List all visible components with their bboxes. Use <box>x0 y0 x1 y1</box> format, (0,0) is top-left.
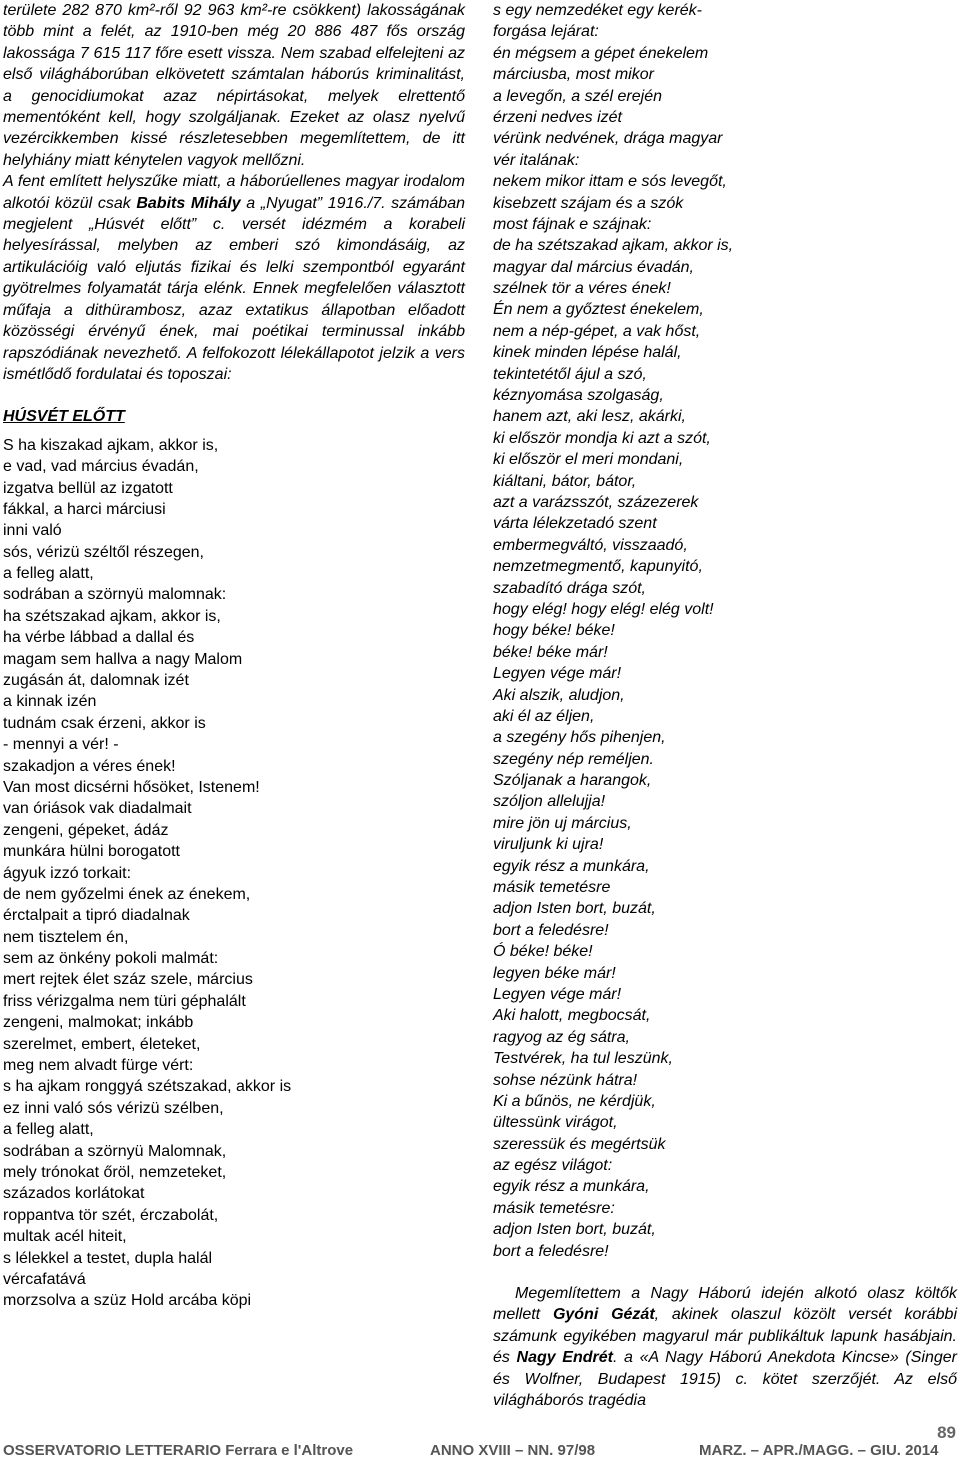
poem-line: Testvérek, ha tul leszünk, <box>493 1050 673 1068</box>
babits-text-a: A fent említett helyszűke miatt, a háborúellenes magyar irodalom alkotói közül csak <box>3 173 465 212</box>
poem-line: - mennyi a vér! - <box>3 736 119 754</box>
poem-left <box>3 435 465 1312</box>
poem-line: embermegváltó, visszaadó, <box>493 536 688 554</box>
poem-line: márciusba, most mikor <box>493 66 654 84</box>
right-column <box>493 0 957 1411</box>
gyoni-name: Gyóni Gézát <box>552 1306 655 1324</box>
poem-line: van óriások vak diadalmait <box>3 800 192 818</box>
poem-line: aki él az éljen, <box>493 707 595 725</box>
babits-name: Babits Mihály <box>136 194 241 212</box>
poem-line: kiáltani, bátor, bátor, <box>493 472 637 490</box>
poem-line: mire jön uj március, <box>493 814 632 832</box>
poem-line: szakadjon a véres ének! <box>3 757 176 775</box>
poem-line: Ó béke! béke! <box>493 943 593 961</box>
poem-line: hogy elég! hogy elég! elég volt! <box>493 600 714 618</box>
poem-line: sós, vérizü széltől részegen, <box>3 543 204 561</box>
poem-line: munkára hülni borogatott <box>3 843 180 861</box>
poem-line: ha vérbe lábbad a dallal és <box>3 629 195 647</box>
poem-line: ragyog az ég sátra, <box>493 1028 630 1046</box>
poem-line: a felleg alatt, <box>3 1121 94 1139</box>
poem-line: most fájnak e szájnak: <box>493 215 652 233</box>
poem-line: az egész világot: <box>493 1157 613 1175</box>
poem-line: roppantva tör szét, érczabolát, <box>3 1206 219 1224</box>
poem-line: tekintetétől ájul a szó, <box>493 365 647 383</box>
poem-line: Aki alszik, aludjon, <box>493 686 625 704</box>
poem-line: ha szétszakad ajkam, akkor is, <box>3 607 221 625</box>
footer-date: MARZ. – APR./MAGG. – GIU. 2014 <box>699 1442 939 1459</box>
poem-line: friss vérizgalma nem türi géphalált <box>3 992 246 1010</box>
poem-line: legyen béke már! <box>493 964 616 982</box>
poem-line: százados korlátokat <box>3 1185 145 1203</box>
poem-title: HÚSVÉT ELŐTT <box>3 408 125 426</box>
poem-line: hanem azt, aki lesz, akárki, <box>493 408 686 426</box>
poem-line: Én nem a győztest énekelem, <box>493 301 704 319</box>
poem-line: sodrában a szörnyü malomnak: <box>3 586 227 604</box>
poem-line: szóljon allelujja! <box>493 793 606 811</box>
poem-line: zugásán át, dalomnak izét <box>3 672 189 690</box>
poem-line: kéznyomása szolgaság, <box>493 387 664 405</box>
babits-paragraph <box>3 171 465 385</box>
gyoni-text-c: . a «A Nagy Háború Anekdota Kincse» (Singer és Wolfner, Budapest 1915) c. kötet szerzőjét. Az első világháborós tragédia <box>493 1349 958 1410</box>
poem-line: bort a feledésre! <box>493 921 609 939</box>
poem-line: ki először mondja ki azt a szót, <box>493 429 711 447</box>
poem-line: szabadító drága szót, <box>493 579 646 597</box>
poem-line: morzsolva a szüz Hold arcába köpi <box>3 1292 252 1310</box>
poem-line: inni való <box>3 522 62 540</box>
poem-line: béke! béke már! <box>493 643 608 661</box>
poem-line: a szegény hős pihenjen, <box>493 729 666 747</box>
poem-line: Aki halott, megbocsát, <box>493 1007 651 1025</box>
poem-right <box>493 0 957 1262</box>
poem-line: bort a feledésre! <box>493 1242 609 1260</box>
poem-line: ágyuk izzó torkait: <box>3 864 132 882</box>
poem-line: forgása lejárat: <box>493 23 599 41</box>
poem-line: magam sem hallva a nagy Malom <box>3 650 243 668</box>
babits-text-b: a „Nyugat” 1916./7. számában megjelent „Húsvét előtt” c. versét idézmém a korabeli helyesírással, melyben az emberi szó kimondásáig, az artikulációig való eljutás fizikai és lelki szempontból egyaránt gyötrelmes folyamatát tárja elénk. Ennek megfelelően választott műfaja a dithürambosz, azaz extatikus állapotban előadott közösségi érvényű ének, mai poétikai terminussal inkább rapszódiának nevezhető. A felfokozott lélekállapotot jelzik a vers ismétlődő fordulatai és toposzai: <box>3 194 465 383</box>
poem-line: szeressük és megértsük <box>493 1135 666 1153</box>
poem-line: s egy nemzedéket egy kerék- <box>493 2 702 19</box>
poem-line: vér italának: <box>493 151 580 169</box>
poem-line: Legyen vége már! <box>493 985 622 1003</box>
poem-line: szerelmet, embert, életeket, <box>3 1035 201 1053</box>
intro-paragraph: területe 282 870 km²-ről 92 963 km²-re csökkent) lakosságának több mint a felét, az 1910-ben még 20 886 487 fős ország lakossága 7 615 117 főre esett vissza. Nem szabad elfelejteni az első világháborúban elkövetett számtalan háborús kriminalitást, a genocidiumokat azaz népirtásokat, melyek elrettentő mementóként kell, hogy szolgáljanak. Ezeket az olasz nyelvű vezércikkemben kissé részletesebben megemlítettem, de itt helyhiány miatt kénytelen vagyok mellőzni. <box>3 2 465 169</box>
poem-line: egyik rész a munkára, <box>493 857 650 875</box>
poem-line: a felleg alatt, <box>3 565 94 583</box>
poem-line: vérünk nedvének, drága magyar <box>493 130 723 148</box>
poem-line: S ha kiszakad ajkam, akkor is, <box>3 436 219 454</box>
gyoni-text-b: , akinek olaszul közölt versét korábbi számunk egyikében magyarul már publikáltuk lapunk hasábjain. és <box>493 1306 958 1367</box>
poem-line: adjon Isten bort, buzát, <box>493 900 656 918</box>
poem-line: egyik rész a munkára, <box>493 1178 650 1196</box>
poem-line: multak acél hiteit, <box>3 1228 127 1246</box>
poem-line: de nem győzelmi ének az énekem, <box>3 885 251 903</box>
poem-line: ültessünk virágot, <box>493 1114 618 1132</box>
poem-line: szegény nép reméljen. <box>493 750 654 768</box>
poem-line: de ha szétszakad ajkam, akkor is, <box>493 237 734 255</box>
poem-line: adjon Isten bort, buzát, <box>493 1221 656 1239</box>
poem-line: fákkal, a harci márciusi <box>3 500 166 518</box>
poem-line: Legyen vége már! <box>493 665 622 683</box>
poem-line: ez inni való sós vérizü szélben, <box>3 1099 224 1117</box>
poem-line: másik temetésre: <box>493 1199 615 1217</box>
poem-line: másik temetésre <box>493 879 611 897</box>
footer-journal: OSSERVATORIO LETTERARIO Ferrara e l'Altrove <box>3 1442 354 1459</box>
gyoni-paragraph <box>493 1283 957 1411</box>
poem-line: zengeni, gépeket, ádáz <box>3 821 169 839</box>
poem-line: s lélekkel a testet, dupla halál <box>3 1249 213 1267</box>
poem-line: szélnek tör a véres ének! <box>493 280 671 298</box>
gyoni-text-a: Megemlítettem a Nagy Háború idején alkotó olasz költők mellett <box>493 1285 957 1324</box>
page-footer <box>3 1442 960 1462</box>
poem-line: érctalpait a tipró diadalnak <box>3 907 190 925</box>
footer-issue: ANNO XVIII – NN. 97/98 <box>430 1442 596 1459</box>
poem-line: Van most dicsérni hősöket, Istenem! <box>3 778 260 796</box>
poem-line: sohse nézünk hátra! <box>493 1071 638 1089</box>
poem-line: magyar dal március évadán, <box>493 258 694 276</box>
poem-line: kisebzett szájam és a szók <box>493 194 684 212</box>
left-column <box>3 0 465 1312</box>
poem-line: a kinnak izén <box>3 693 97 711</box>
poem-line: mely trónokat őröl, nemzeteket, <box>3 1164 227 1181</box>
poem-line: én mégsem a gépet énekelem <box>493 44 709 62</box>
poem-line: mert rejtek élet száz szele, március <box>3 971 253 989</box>
poem-line: izgatva bellül az izgatott <box>3 479 173 497</box>
page-number: 89 <box>937 1423 956 1442</box>
nagy-endre-name: Nagy Endrét <box>516 1349 613 1367</box>
poem-line: nekem mikor ittam e sós levegőt, <box>493 173 727 191</box>
poem-line: ki először el meri mondani, <box>493 451 684 469</box>
poem-line: Ki a bűnös, ne kérdjük, <box>493 1092 656 1110</box>
poem-line: nem tisztelem én, <box>3 928 129 946</box>
poem-line: hogy béke! béke! <box>493 622 615 640</box>
poem-line: tudnám csak érzeni, akkor is <box>3 714 206 732</box>
poem-line: meg nem alvadt fürge vért: <box>3 1057 194 1075</box>
poem-line: zengeni, malmokat; inkább <box>3 1014 194 1032</box>
poem-line: azt a varázsszót, százezerek <box>493 493 699 511</box>
poem-line: kinek minden lépése halál, <box>493 344 682 362</box>
poem-line: nem a nép-gépet, a vak hőst, <box>493 322 701 340</box>
poem-line: sem az önkény pokoli malmát: <box>3 950 219 968</box>
poem-line: s ha ajkam ronggyá szétszakad, akkor is <box>3 1078 292 1096</box>
poem-line: sodrában a szörnyü Malomnak, <box>3 1142 227 1160</box>
poem-line: várta lélekzetadó szent <box>493 515 657 533</box>
poem-line: a levegőn, a szél erején <box>493 87 662 105</box>
poem-line: viruljunk ki ujra! <box>493 836 604 854</box>
poem-line: nemzetmegmentő, kapunyitó, <box>493 558 703 576</box>
poem-line: e vad, vad március évadán, <box>3 458 199 476</box>
poem-line: vércafatává <box>3 1270 86 1288</box>
poem-line: érzeni nedves izét <box>493 108 622 126</box>
poem-line: Szóljanak a harangok, <box>493 772 652 790</box>
